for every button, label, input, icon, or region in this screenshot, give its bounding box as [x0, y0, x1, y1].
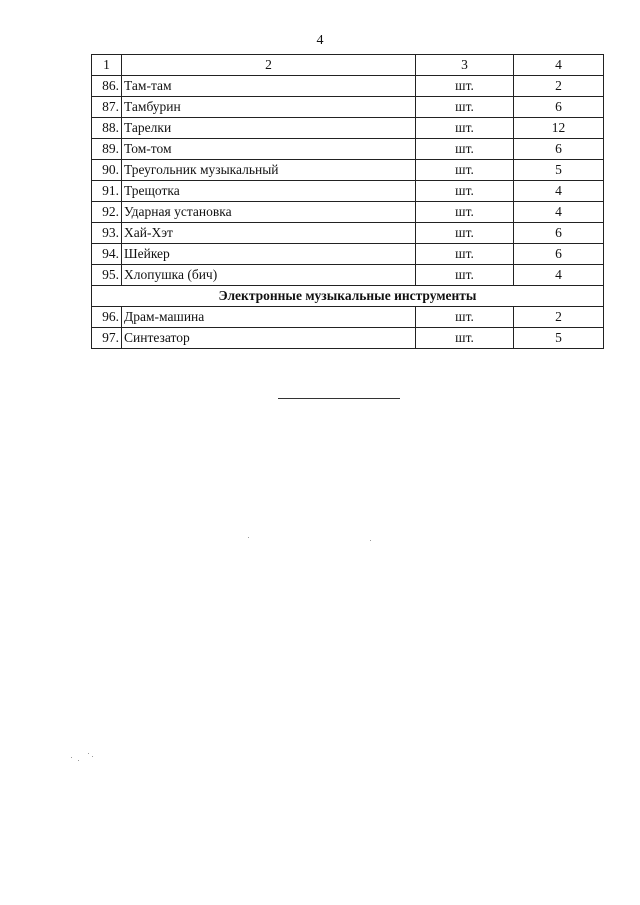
item-quantity: 4: [514, 202, 604, 223]
item-unit: шт.: [416, 97, 514, 118]
item-unit: шт.: [416, 244, 514, 265]
item-quantity: 2: [514, 307, 604, 328]
item-unit: шт.: [416, 118, 514, 139]
item-name: Треугольник музыкальный: [122, 160, 416, 181]
table-row: [92, 97, 604, 118]
table-row: [92, 76, 604, 97]
row-number: 95.: [92, 265, 122, 286]
item-name: Синтезатор: [122, 328, 416, 349]
item-name: Хлопушка (бич): [122, 265, 416, 286]
table-row: [92, 202, 604, 223]
item-unit: шт.: [416, 328, 514, 349]
table-row: [92, 181, 604, 202]
table-row: [92, 265, 604, 286]
item-name: Тамбурин: [122, 97, 416, 118]
item-name: Тарелки: [122, 118, 416, 139]
table-row: [92, 160, 604, 181]
column-header-name: 2: [122, 55, 416, 76]
column-header-quantity: 4: [514, 55, 604, 76]
section-heading-row: [92, 286, 604, 307]
page-number: 4: [316, 33, 324, 48]
item-quantity: 5: [514, 328, 604, 349]
item-unit: шт.: [416, 202, 514, 223]
item-quantity: 4: [514, 181, 604, 202]
section-heading: Электронные музыкальные инструменты: [92, 286, 604, 307]
row-number: 89.: [92, 139, 122, 160]
column-header-number: 1: [92, 55, 122, 76]
table-row: [92, 307, 604, 328]
table-row: [92, 139, 604, 160]
item-quantity: 12: [514, 118, 604, 139]
item-unit: шт.: [416, 76, 514, 97]
scan-speck: [370, 540, 371, 541]
item-unit: шт.: [416, 181, 514, 202]
row-number: 97.: [92, 328, 122, 349]
row-number: 91.: [92, 181, 122, 202]
item-name: Драм-машина: [122, 307, 416, 328]
row-number: 96.: [92, 307, 122, 328]
item-name: Трещотка: [122, 181, 416, 202]
table-row: [92, 118, 604, 139]
item-quantity: 6: [514, 223, 604, 244]
table-row: [92, 244, 604, 265]
scan-speck: [248, 537, 249, 538]
item-unit: шт.: [416, 265, 514, 286]
scan-speck: [88, 753, 89, 754]
table-row: [92, 223, 604, 244]
row-number: 92.: [92, 202, 122, 223]
row-number: 94.: [92, 244, 122, 265]
row-number: 87.: [92, 97, 122, 118]
row-number: 88.: [92, 118, 122, 139]
row-number: 90.: [92, 160, 122, 181]
item-unit: шт.: [416, 139, 514, 160]
item-name: Том-том: [122, 139, 416, 160]
row-number: 86.: [92, 76, 122, 97]
row-number: 93.: [92, 223, 122, 244]
item-quantity: 6: [514, 97, 604, 118]
table-header-row: [92, 55, 604, 76]
scan-speck: [78, 760, 79, 761]
scan-speck: [71, 757, 72, 758]
item-name: Шейкер: [122, 244, 416, 265]
column-header-unit: 3: [416, 55, 514, 76]
item-name: Там-там: [122, 76, 416, 97]
item-unit: шт.: [416, 307, 514, 328]
item-unit: шт.: [416, 160, 514, 181]
item-unit: шт.: [416, 223, 514, 244]
scan-speck: [92, 756, 93, 757]
item-quantity: 6: [514, 139, 604, 160]
item-quantity: 6: [514, 244, 604, 265]
item-name: Хай-Хэт: [122, 223, 416, 244]
table-row: [92, 328, 604, 349]
item-quantity: 5: [514, 160, 604, 181]
end-of-document-rule: [278, 398, 400, 399]
item-name: Ударная установка: [122, 202, 416, 223]
item-quantity: 2: [514, 76, 604, 97]
instruments-table: [91, 54, 604, 349]
item-quantity: 4: [514, 265, 604, 286]
